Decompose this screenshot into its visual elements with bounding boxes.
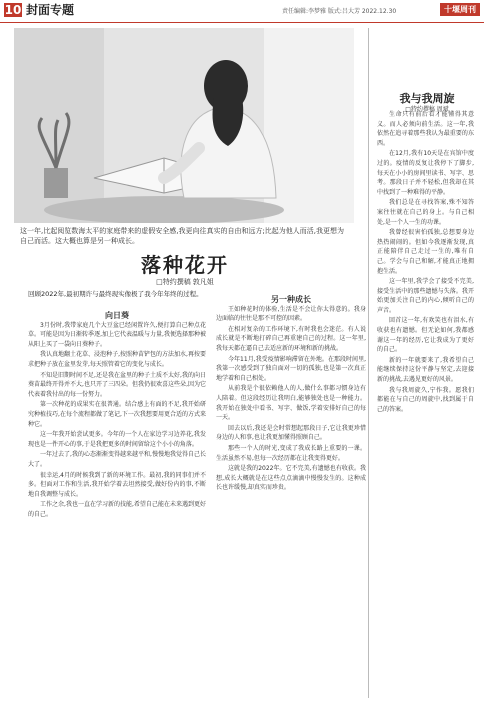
- paragraph: 今年11月,我受疫情影响滞留在外地。在那段时间里,我第一次感受到了独自面对一切的孤独,也是第一次真正地学着和自己相处。: [216, 355, 366, 382]
- page-header: [0, 0, 484, 23]
- sidebar-column: [377, 110, 474, 700]
- article-byline: □特约撰稿 敦凡姐: [156, 278, 214, 286]
- paragraph: 从前我是个很依赖他人的人,做什么事都习惯身边有人陪着。但这段经历让我明白,能够独处也是一种能力。我开始在独处中看书、写字、做饭,学着安排好自己的每一天。: [216, 385, 366, 422]
- paragraph: 3月份时,我带家庭几个大豆盆已经闲置许久,便打算自己种点花草。可能是因为日渐转季逐,加上它代表温暖与力量,我便选择那种被从阳上买了一袋向日葵种子。: [28, 321, 206, 348]
- paragraph: 第一次种花的成果实在很普通。结合感上有面的不足,我开始研究种植技巧,在每个流程都做了笔记,下一次我想要用更合适的方式来种它。: [28, 401, 206, 428]
- article-lead: 回顾2022年,最初期许与最终现实像极了我今年年终的过程。: [28, 290, 203, 298]
- paragraph: 王如种花时的体验,生活是不会让你太得意的。我身边面临的往往是那不可控的因素。: [216, 305, 366, 323]
- paragraph: 我曾经很害怕孤独,总想要身边热热闹闹的。但如今我逐渐发现,真正能陪伴自己走过一生的,唯有自己。学会与自己和解,才能真正地拥抱生活。: [377, 229, 474, 275]
- page-number: 10: [4, 3, 22, 17]
- editor-meta: 责任编辑:李梦雅 版式:吕大芳 2022.12.30: [282, 8, 397, 15]
- paragraph: 回去以后,我还是会时常想起那段日子,它让我更珍惜身边的人和事,也让我更加懂得照顾自己。: [216, 424, 366, 442]
- paragraph: 很幸运,4月的时候我到了新的环境工作。最初,我的同事们并不多。但面对工作和生活,我开始学着去坦然接受,做好份内的事,不断地自我调整与成长。: [28, 471, 206, 498]
- paragraph: 一年过去了,我的心态渐渐变得越来越平和,慢慢地我觉得自己长大了。: [28, 451, 206, 468]
- article-column-2: [216, 295, 366, 699]
- photo-caption: 这一年,比起阅览数海太平的家庭带来的虚假安全感,我更向往真实的自由和远方;比起为他人而活,我更想为自己而活。这大概也算是另一种成长。: [20, 227, 345, 245]
- paragraph: 这一年里,我学会了接受不完美,接受生活中的那些遗憾与失落。我开始更加关注自己的内心,倾听自己的声音。: [377, 278, 474, 314]
- sidebar-byline: □特约撰稿 周斌: [405, 106, 449, 113]
- paragraph: 回首这一年,有欢笑也有泪水,有收获也有遗憾。但无论如何,我都感谢这一年的经历,它让我成为了更好的自己。: [377, 317, 474, 354]
- section-title: 封面专题: [26, 3, 75, 17]
- paragraph: 我认真地翻土花草、浸泡种子,按照种苗铲包的方法加水,再按要求把种子放在盆里发芽,每天照管着它的变化与成长。: [28, 351, 206, 368]
- paragraph: 我们总是在寻找答案,殊不知答案往往就在自己的身上。与自己相处,是一个人一生的功课。: [377, 199, 474, 226]
- paragraph: 我与我周旋久,宁作我。愿我们都能在与自己的周旋中,找到属于自己的答案。: [377, 386, 474, 413]
- paragraph: 在相对复杂的工作环境下,有时我也会迷茫。有人说成长就是不断地打碎自己再重建自己的过程。这一年里,我每天都在逼自己去适应新的环境和新的挑战。: [216, 325, 366, 352]
- paragraph: 这一年我开始尝试更多。今年的一个人在家边学习边养花,我发现也是一件开心的事,于是我把更多的时间留给这个小小的角落。: [28, 431, 206, 448]
- subheading-sunflower: 向日葵: [105, 311, 129, 320]
- feature-photo: [14, 28, 354, 223]
- sidebar-title: 我与我周旋: [399, 92, 455, 105]
- woman-reading-illustration: [14, 28, 354, 223]
- column-divider: [368, 28, 369, 698]
- article-title: 落种花开: [141, 253, 229, 277]
- article-column-1: [28, 311, 206, 699]
- paragraph: 不知是旧期时间不足,还是我在盆里的种子土质不太好,我的向日葵苗最终开得并不大,也只开了三四朵。但我仍很欢喜这些朵,因为它代表着我付出的每一份努力。: [28, 371, 206, 398]
- paragraph: 新的一年就要来了,我希望自己能继续保持这份平静与坚定,去迎接新的挑战,去遇见更好的风景。: [377, 356, 474, 384]
- subheading-growth: 另一种成长: [271, 295, 311, 304]
- paragraph: 生命只有前后看才能懂得其意义。而人必须向前生活。这一年,我依然在追寻着那些我认为最重要的东西。: [377, 111, 474, 147]
- brand-logo: 十堰周刊: [440, 3, 480, 16]
- paragraph: 在12月,我有10天是在宾馆中度过的。疫情的反复让我停下了脚步,每天在小小的房间里读书、写字、思考。那段日子并不轻松,但我却在其中找到了一种难得的平静。: [377, 150, 474, 196]
- paragraph: 工作之余,我也一直在学习新的技能,希望自己能在未来遇到更好的自己。: [28, 501, 206, 518]
- paragraph: 这就是我的2022年。它不完美,有遗憾也有收获。我想,成长大概就是在这些点点滴滴中慢慢发生的。这种成长也许缓慢,却真实而珍贵。: [216, 465, 366, 492]
- paragraph: 那些一个人的时光,变成了我成长路上重要的一课。生活虽然不易,但每一次经历都在让我变得更好。: [216, 444, 366, 462]
